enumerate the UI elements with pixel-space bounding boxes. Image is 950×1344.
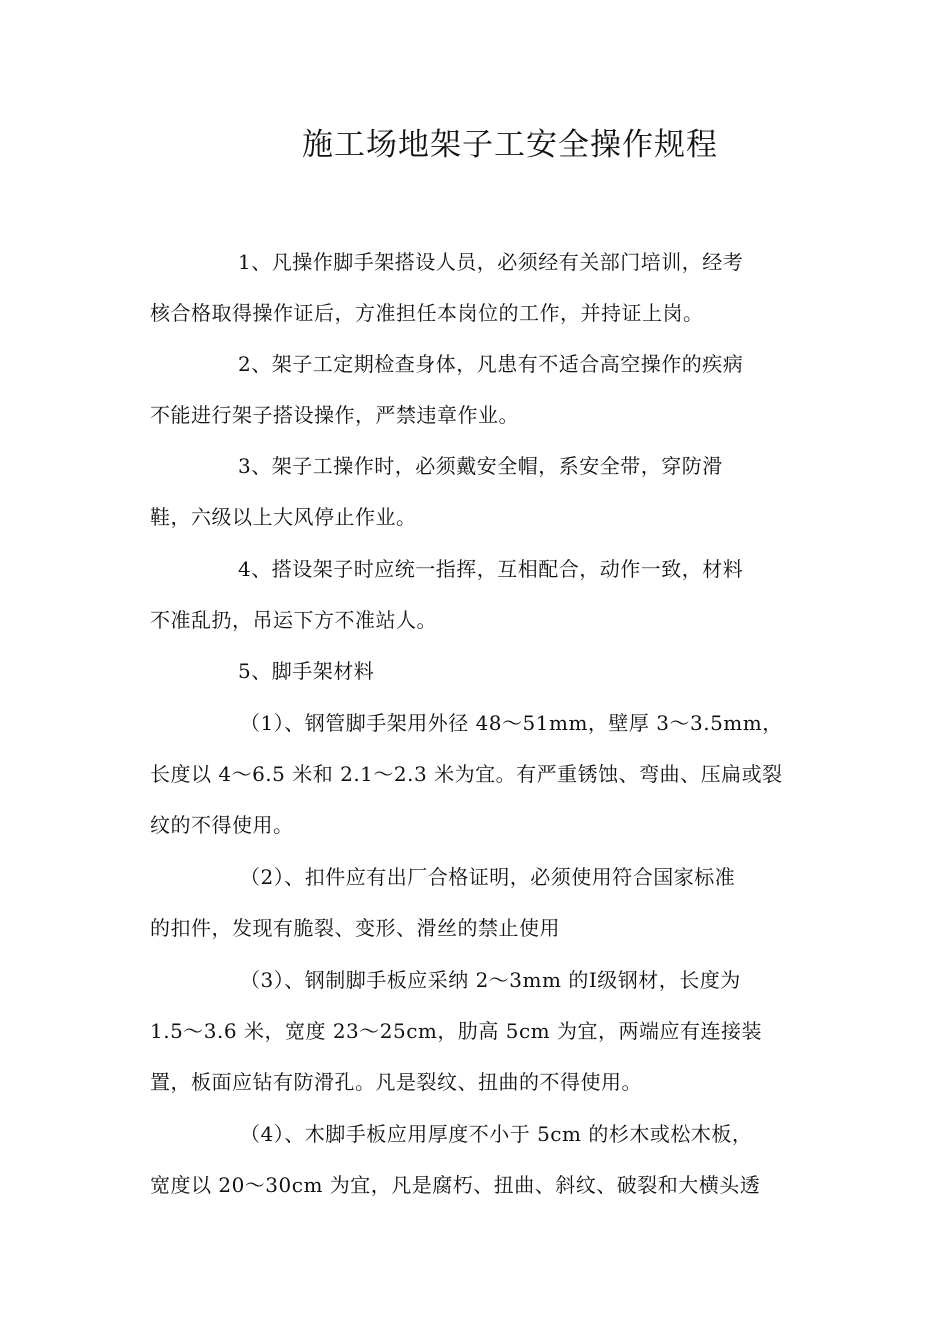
paragraph-1-line-2: 核合格取得操作证后，方准担任本岗位的工作，并持证上岗。 [150,301,704,325]
document-title: 施工场地架子工安全操作规程 [302,127,718,163]
item-1-line-3: 纹的不得使用。 [150,813,294,837]
paragraph-4-line-2: 不准乱扔，吊运下方不准站人。 [150,608,437,632]
paragraph-2-line-1: 2、架子工定期检查身体，凡患有不适合高空操作的疾病 [238,352,744,376]
paragraph-3-line-1: 3、架子工操作时，必须戴安全帽，系安全带，穿防滑 [238,454,723,478]
paragraph-4-line-1: 4、搭设架子时应统一指挥，互相配合，动作一致，材料 [238,557,744,581]
item-2-line-2: 的扣件，发现有脆裂、变形、滑丝的禁止使用 [150,916,560,940]
paragraph-2-line-2: 不能进行架子搭设操作，严禁违章作业。 [150,403,519,427]
item-3-line-1: （3）、钢制脚手板应采纳 2～3mm 的Ⅰ级钢材，长度为 [240,968,741,992]
item-4-line-2: 宽度以 20～30cm 为宜，凡是腐朽、扭曲、斜纹、破裂和大横头透 [150,1173,761,1197]
item-1-line-1: （1）、钢管脚手架用外径 48～51mm，壁厚 3～3.5mm， [240,711,783,735]
item-2-line-1: （2）、扣件应有出厂合格证明，必须使用符合国家标准 [240,865,736,889]
item-3-line-2: 1.5～3.6 米，宽度 23～25cm，肋高 5cm 为宜，两端应有连接装 [150,1019,762,1043]
paragraph-1-line-1: 1、凡操作脚手架搭设人员，必须经有关部门培训，经考 [238,250,744,274]
paragraph-5-heading: 5、脚手架材料 [238,659,375,683]
paragraph-3-line-2: 鞋，六级以上大风停止作业。 [150,505,417,529]
item-1-line-2: 长度以 4～6.5 米和 2.1～2.3 米为宜。有严重锈蚀、弯曲、压扁或裂 [150,762,783,786]
item-3-line-3: 置，板面应钻有防滑孔。凡是裂纹、扭曲的不得使用。 [150,1070,642,1094]
item-4-line-1: （4）、木脚手板应用厚度不小于 5cm 的杉木或松木板， [240,1122,753,1146]
